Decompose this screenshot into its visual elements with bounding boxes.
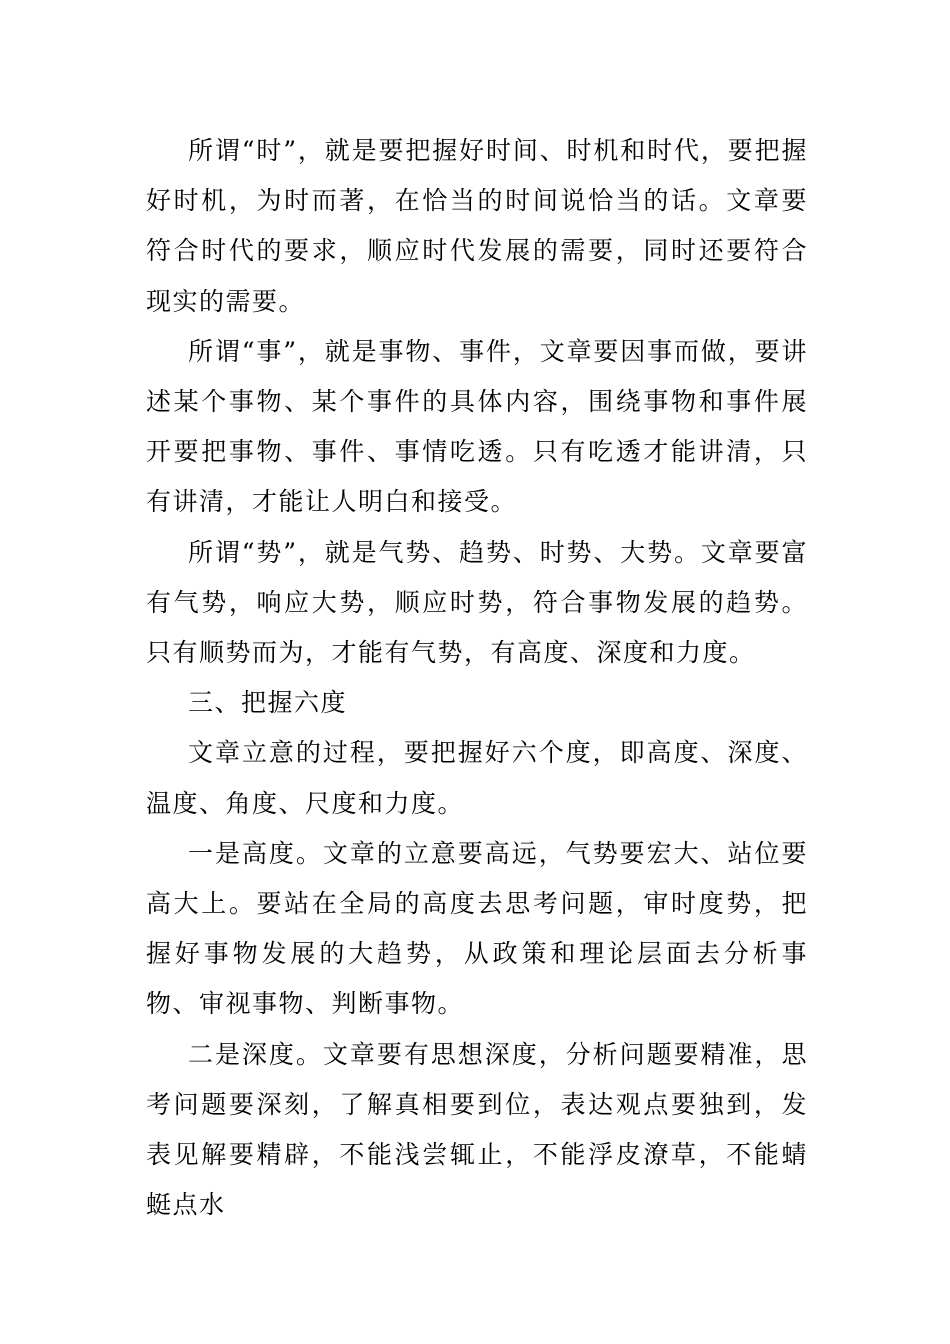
paragraph-depth: 二是深度。文章要有思想深度，分析问题要精准，思考问题要深刻，了解真相要到位，表达观点要独到，发表见解要精辟，不能浅尝辄止，不能浮皮潦草，不能蜻蜓点水 xyxy=(146,1039,808,1220)
paragraph-six-degrees-intro: 文章立意的过程，要把握好六个度，即高度、深度、温度、角度、尺度和力度。 xyxy=(146,738,808,818)
paragraph-momentum: 所谓“势”，就是气势、趋势、时势、大势。文章要富有气势，响应大势，顺应时势，符合事物发展的趋势。只有顺势而为，才能有气势，有高度、深度和力度。 xyxy=(146,537,808,668)
paragraph-matter: 所谓“事”，就是事物、事件，文章要因事而做，要讲述某个事物、某个事件的具体内容，围绕事物和事件展开要把事物、事件、事情吃透。只有吃透才能讲清，只有讲清，才能让人明白和接受。 xyxy=(146,336,808,517)
section-heading-six-degrees: 三、把握六度 xyxy=(188,688,348,718)
paragraph-time: 所谓“时”，就是要把握好时间、时机和时代，要把握好时机，为时而著，在恰当的时间说恰当的话。文章要符合时代的要求，顺应时代发展的需要，同时还要符合现实的需要。 xyxy=(146,136,808,316)
paragraph-height: 一是高度。文章的立意要高远，气势要宏大、站位要高大上。要站在全局的高度去思考问题，审时度势，把握好事物发展的大趋势，从政策和理论层面去分析事物、审视事物、判断事物。 xyxy=(146,838,808,1019)
document-body xyxy=(146,126,808,1230)
